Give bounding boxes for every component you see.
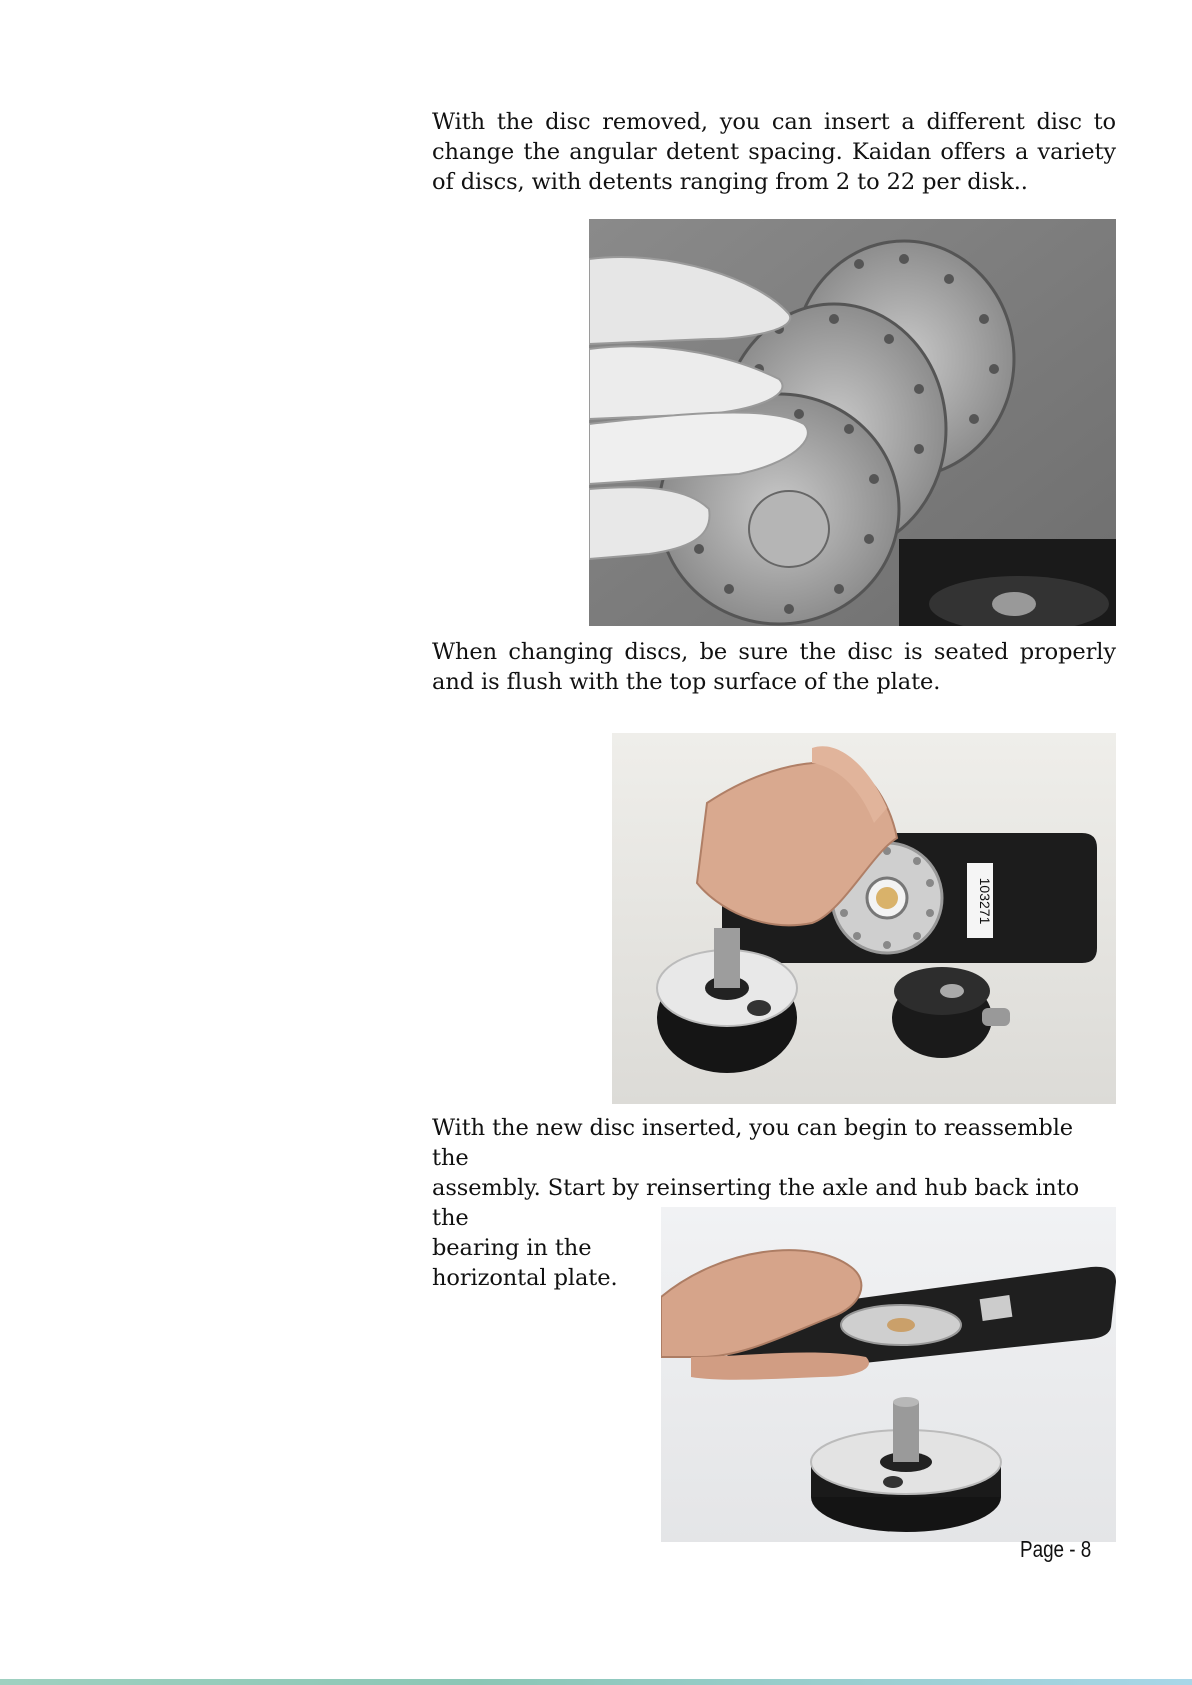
paragraph-reassemble-line-2: assembly. Start by reinserting the axle and hub back into the — [432, 1175, 1080, 1231]
photo-detent-discs-illustration — [589, 219, 1116, 626]
paragraph-changing-discs: When changing discs, be sure the disc is seated properly and is flush with the top surface of the plate. — [432, 639, 1116, 695]
paragraph-reassemble-line-3: bearing in the — [432, 1235, 592, 1261]
photo-inserting-disc-illustration — [612, 733, 1116, 1104]
photo-detent-discs — [589, 219, 1116, 626]
bottom-rule — [0, 1679, 1192, 1685]
photo-reinserting-axle — [661, 1207, 1116, 1542]
paragraph-reassemble-line-1: With the new disc inserted, you can begin to reassemble the — [432, 1115, 1074, 1171]
svg-text:103271: 103271 — [977, 877, 993, 925]
paragraph-reassemble-line-4: horizontal plate. — [432, 1265, 618, 1291]
photo-inserting-disc — [612, 733, 1116, 1104]
photo-reinserting-axle-illustration — [661, 1207, 1116, 1542]
paragraph-disc-removed: With the disc removed, you can insert a different disc to change the angular detent spacing. Kaidan offers a variety of discs, with detents ranging from 2 to 22 per disk.. — [432, 109, 1116, 195]
page-number: Page - 8 — [1020, 1536, 1092, 1562]
